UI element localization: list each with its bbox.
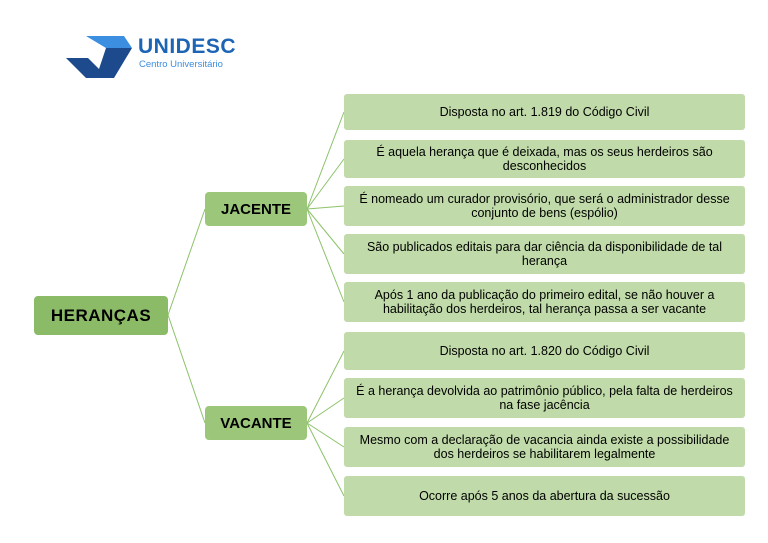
vacante-leaf-3: Mesmo com a declaração de vacancia ainda existe a possibilidade dos herdeiros se habilitarem legalmente (344, 427, 745, 467)
root-node-herancas: HERANÇAS (34, 296, 168, 335)
logo-brand-text: UNIDESC (138, 35, 237, 58)
jacente-leaf-1: Disposta no art. 1.819 do Código Civil (344, 94, 745, 130)
root-to-jacente-connector (168, 209, 205, 315)
branch-node-jacente: JACENTE (205, 192, 307, 226)
vacante-leaf-connectors (307, 351, 344, 496)
vacante-leaf-1: Disposta no art. 1.820 do Código Civil (344, 332, 745, 370)
branch-node-vacante: VACANTE (205, 406, 307, 440)
vacante-leaf-2: É a herança devolvida ao patrimônio público, pela falta de herdeiros na fase jacência (344, 378, 745, 418)
logo-tagline: Centro Universitário (139, 59, 223, 70)
root-to-vacante-connector (168, 315, 205, 423)
vacante-leaf-4: Ocorre após 5 anos da abertura da sucessão (344, 476, 745, 516)
jacente-leaf-3: É nomeado um curador provisório, que será o administrador desse conjunto de bens (espólio) (344, 186, 745, 226)
jacente-leaf-4: São publicados editais para dar ciência da disponibilidade de tal herança (344, 234, 745, 274)
jacente-leaf-2: É aquela herança que é deixada, mas os seus herdeiros são desconhecidos (344, 140, 745, 178)
jacente-leaf-5: Após 1 ano da publicação do primeiro edital, se não houver a habilitação dos herdeiros, tal herança passa a ser vacante (344, 282, 745, 322)
jacente-leaf-connectors (307, 112, 344, 302)
